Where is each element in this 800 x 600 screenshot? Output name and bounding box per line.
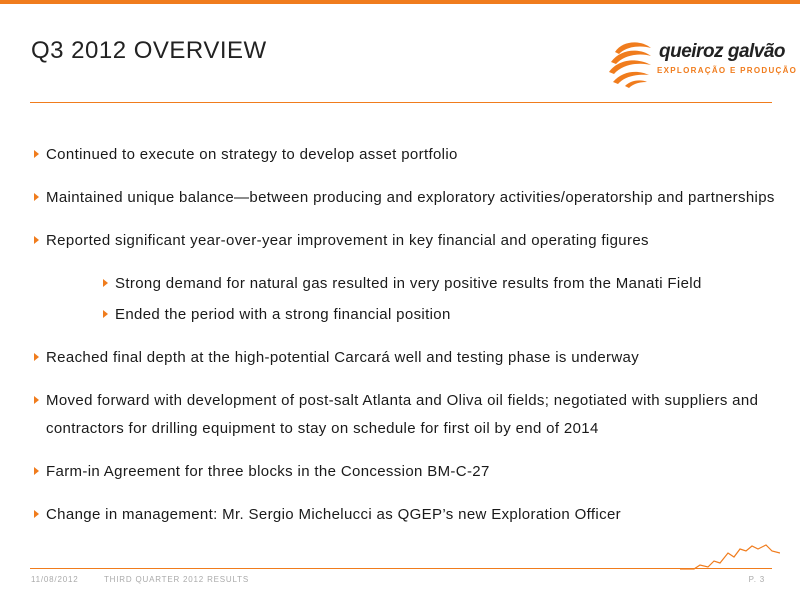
bullet-text: Ended the period with a strong financial position: [115, 306, 451, 323]
logo-name: queiroz galvão: [659, 41, 786, 62]
bullet-text: Continued to execute on strategy to develop asset portfolio: [46, 146, 458, 163]
bullet-text: Farm-in Agreement for three blocks in the Concession BM-C-27: [46, 463, 490, 480]
bullet-text: Reached final depth at the high-potential Carcará well and testing phase is underway: [46, 349, 640, 366]
bullet-text: Maintained unique balance—between producing and exploratory activities/operatorship and partnerships: [46, 189, 775, 206]
bullet-text: Change in management: Mr. Sergio Michelucci as QGEP’s new Exploration Officer: [46, 506, 621, 523]
logo-tagline: EXPLORAÇÃO E PRODUÇÃO: [657, 66, 798, 75]
footer-date: 11/08/2012: [31, 575, 79, 584]
bullet-item: [34, 344, 794, 372]
triangle-right-icon: [34, 236, 39, 244]
triangle-right-icon: [34, 510, 39, 518]
company-logo: [607, 38, 798, 88]
triangle-right-icon: [34, 150, 39, 158]
bullet-item: [34, 141, 794, 169]
bullet-text: Reported significant year-over-year improvement in key financial and operating figures: [46, 232, 649, 249]
triangle-right-icon: [34, 353, 39, 361]
bullet-item: [34, 184, 794, 212]
bullet-item: [34, 227, 794, 255]
bullet-text: Strong demand for natural gas resulted in very positive results from the Manati Field: [115, 275, 702, 292]
bullet-list: [34, 141, 794, 544]
bullet-text: Moved forward with development of post-salt Atlanta and Oliva oil fields; negotiated with suppliers and contractors for drilling equipment to stay on schedule for first oil by end of 2014: [46, 392, 759, 437]
bullet-item: [34, 458, 794, 486]
top-accent-bar: [0, 0, 800, 4]
page-number: P. 3: [748, 575, 765, 584]
triangle-right-icon: [34, 467, 39, 475]
bullet-item: [34, 387, 794, 443]
qg-wave-logo-icon: [607, 38, 655, 88]
footer-divider: [30, 568, 772, 569]
triangle-right-icon: [103, 279, 108, 287]
bullet-item: [34, 501, 794, 529]
sub-bullet-item: [103, 270, 794, 298]
triangle-right-icon: [34, 396, 39, 404]
mountain-line-icon: [680, 543, 780, 571]
footer-report-title: THIRD QUARTER 2012 RESULTS: [104, 575, 249, 584]
triangle-right-icon: [34, 193, 39, 201]
title-divider: [30, 102, 772, 103]
triangle-right-icon: [103, 310, 108, 318]
page-title: Q3 2012 OVERVIEW: [31, 37, 267, 64]
sub-bullet-item: [103, 301, 794, 329]
